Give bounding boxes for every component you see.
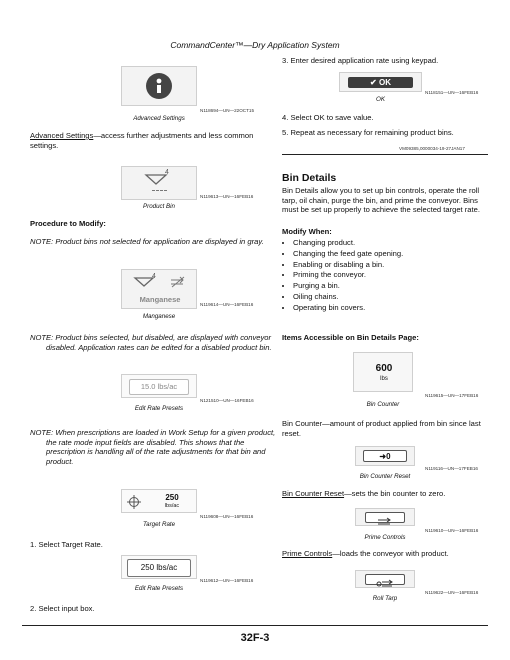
advanced-settings-desc: Advanced Settings—access further adjustments and less common settings. (30, 131, 254, 150)
advanced-settings-figure (121, 66, 197, 106)
target-rate-unit: lbs/ac (164, 503, 180, 509)
page-number: 32F-3 (240, 632, 270, 644)
figure-code: N119610—UN—16FEB16 (425, 528, 479, 533)
figure-caption: Advanced Settings (133, 115, 185, 122)
bin-count: 4 (165, 169, 169, 176)
figure-caption: Roll Tarp (372, 595, 398, 602)
modify-when-list (282, 238, 487, 314)
ok-figure (339, 72, 422, 92)
target-rate-figure (121, 489, 197, 513)
footer-rule (22, 625, 488, 626)
rate-preset-figure (121, 374, 197, 398)
list-item: • Enabling or disabling a bin. (293, 260, 487, 271)
procedure-heading: Procedure to Modify: (30, 219, 106, 228)
bin-counter-reset-figure (355, 446, 415, 466)
figure-caption: Product Bin (143, 203, 175, 210)
section-rule (282, 154, 488, 155)
reset-label: 0 (386, 452, 391, 461)
page-header: CommandCenter™—Dry Application System (170, 40, 340, 50)
reference-code: VM09385,0000034-19-27JAN17 (399, 146, 465, 151)
figure-code: N118151—UN—16FEB16 (425, 90, 479, 95)
target-rate-icon (127, 495, 141, 509)
figure-code: N121510—UN—16FEB16 (200, 398, 254, 403)
step-2: 2. Select input box. (30, 604, 95, 613)
figure-code: N119615—UN—17FEB16 (425, 393, 479, 398)
bin-counter-reset-desc: Bin Counter Reset—sets the bin counter to zero. (282, 489, 446, 498)
arrow-right-icon: ➜ (379, 452, 387, 461)
rate-preset-figure-2 (121, 555, 197, 579)
list-item: • Priming the conveyor. (293, 270, 487, 281)
list-item: • Changing product. (293, 238, 487, 249)
items-accessible-heading: Items Accessible on Bin Details Page: (282, 333, 419, 342)
figure-code: N119608—UN—16FEB16 (200, 514, 254, 519)
list-item: • Operating bin covers. (293, 303, 487, 314)
step-1: 1. Select Target Rate. (30, 540, 103, 549)
note-gray-bins: NOTE: Product bins not selected for application are displayed in gray. (30, 237, 264, 246)
bin-details-heading: Bin Details (282, 172, 337, 184)
conveyor-disabled-icon (170, 276, 186, 288)
prime-controls-desc: Prime Controls—loads the conveyor with product. (282, 549, 449, 558)
product-bin-figure (121, 166, 197, 200)
check-icon: ✔ (370, 78, 377, 87)
target-rate-value: 250 (165, 493, 179, 502)
figure-caption: Manganese (142, 313, 176, 320)
ok-button[interactable] (348, 77, 413, 88)
roll-tarp-icon (376, 579, 394, 588)
list-item: • Purging a bin. (293, 281, 487, 292)
roll-tarp-button[interactable] (365, 574, 405, 585)
bin-counter-reset-button[interactable] (363, 450, 407, 462)
list-item: • Oiling chains. (293, 292, 487, 303)
figure-code: N119612—UN—16FEB16 (200, 578, 254, 583)
figure-caption: Bin Counter Reset (359, 473, 411, 480)
rate-preset-input[interactable]: 15.0 lbs/ac (129, 379, 189, 395)
prime-controls-figure (355, 508, 415, 526)
figure-caption: Edit Rate Presets (134, 405, 184, 412)
advanced-settings-icon (146, 73, 172, 99)
figure-code: N119613—UN—16FEB16 (200, 194, 254, 199)
bin-count: 4 (152, 273, 156, 280)
bin-counter-unit: lbs (380, 376, 388, 382)
step-3: 3. Enter desired application rate using keypad. (282, 56, 439, 65)
figure-caption: Bin Counter (366, 401, 400, 408)
step-4: 4. Select OK to save value. (282, 113, 374, 122)
note-disabled-bins: NOTE: Product bins selected, but disabled, are displayed with conveyor disabled. Application rates can be edited for a disabled product bin. (30, 333, 272, 352)
rate-preset-input-2[interactable]: 250 lbs/ac (127, 559, 191, 577)
step-5: 5. Repeat as necessary for remaining product bins. (282, 128, 454, 137)
figure-caption: Edit Rate Presets (134, 585, 184, 592)
list-item: • Changing the feed gate opening. (293, 249, 487, 260)
bin-counter-figure (353, 352, 413, 392)
ok-label: OK (378, 78, 391, 87)
prime-controls-button[interactable] (365, 512, 405, 523)
figure-caption: Prime Controls (364, 534, 406, 541)
figure-caption: Target Rate (142, 521, 176, 528)
figure-code: N119622—UN—16FEB16 (425, 590, 479, 595)
manganese-label: Manganese (139, 295, 181, 304)
bin-counter-desc: Bin Counter—amount of product applied from bin since last reset. (282, 419, 481, 438)
bin-counter-value: 600 (375, 363, 393, 374)
modify-when-heading: Modify When: (282, 227, 332, 236)
bin-details-intro: Bin Details allow you to set up bin controls, operate the roll tarp, oil chain, purge the bin, and prime the conveyor. Bins must be set up properly to achieve the selected target rate. (282, 186, 480, 215)
conveyor-icon (377, 517, 393, 526)
figure-code: N119614—UN—16FEB16 (200, 302, 254, 307)
bin-dashes (152, 190, 167, 191)
figure-code: N119116—UN—17FEB16 (425, 466, 478, 471)
manganese-bin-figure (121, 269, 197, 309)
roll-tarp-figure (355, 570, 415, 588)
figure-caption: OK (376, 96, 385, 103)
note-prescriptions: NOTE: When prescriptions are loaded in Work Setup for a given product, the rate mode input fields are disabled. This shows that the prescription is handling all of the rate adjustments for that bin and product. (30, 428, 276, 466)
figure-code: N118694—UN—22OCT15 (200, 108, 255, 113)
